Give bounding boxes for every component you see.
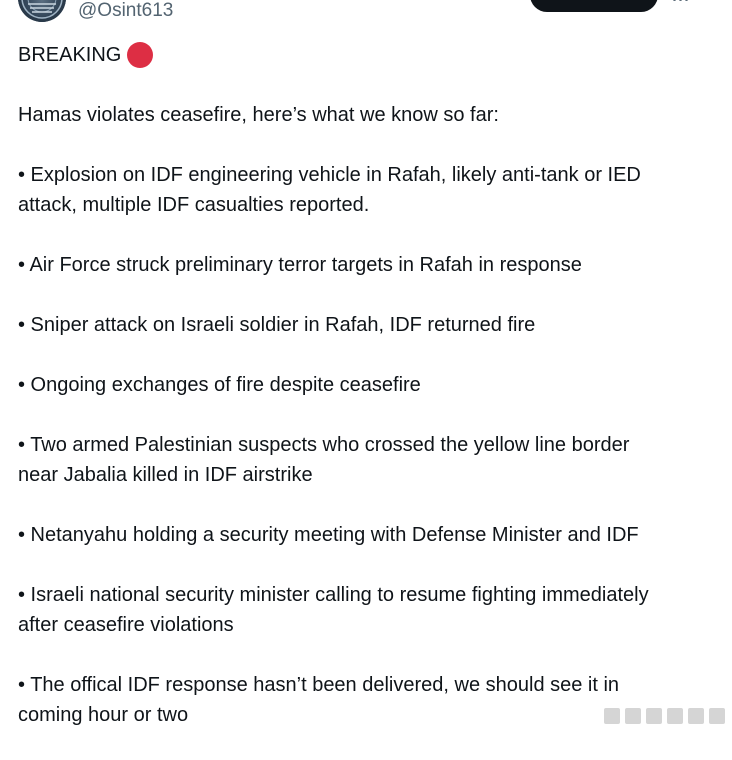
bullet-item — [18, 250, 724, 280]
watermark — [604, 708, 728, 726]
intro-text: Hamas violates ceasefire, here’s what we know so far: — [18, 104, 499, 126]
intro-line — [18, 100, 724, 130]
bullet-line: • Israeli national security minister calling to resume fighting immediately — [18, 584, 649, 606]
red-circle-icon — [127, 42, 153, 68]
bullet-line: near Jabalia killed in IDF airstrike — [18, 464, 313, 486]
breaking-label: BREAKING — [18, 44, 122, 66]
more-dots-icon[interactable] — [672, 0, 690, 4]
bullet-item — [18, 430, 724, 490]
tweet-text — [18, 40, 724, 760]
bullet-line: • The offical IDF response hasn’t been delivered, we should see it in — [18, 674, 620, 696]
bullet-item — [18, 310, 724, 340]
bullet-line: • Two armed Palestinian suspects who crossed the yellow line border — [18, 434, 630, 456]
bullet-line: • Sniper attack on Israeli soldier in Rafah, IDF returned fire — [18, 314, 536, 336]
seal-avatar-icon — [18, 0, 66, 22]
bullet-line: after ceasefire violations — [18, 614, 234, 636]
avatar[interactable] — [18, 0, 66, 22]
follow-button[interactable] — [530, 0, 658, 12]
bullet-line: attack, multiple IDF casualties reported. — [18, 194, 370, 216]
bullet-item — [18, 370, 724, 400]
bullet-line: • Ongoing exchanges of fire despite ceasefire — [18, 374, 421, 396]
bullet-line: • Explosion on IDF engineering vehicle in Rafah, likely anti-tank or IED — [18, 164, 641, 186]
bullet-item — [18, 580, 724, 640]
bullet-line: • Air Force struck preliminary terror targets in Rafah in response — [18, 254, 582, 276]
breaking-line — [18, 40, 724, 70]
bullet-line: • Netanyahu holding a security meeting with Defense Minister and IDF — [18, 524, 639, 546]
author-handle[interactable]: @Osint613 — [78, 0, 174, 21]
bullet-item — [18, 160, 724, 220]
bullet-line: coming hour or two — [18, 704, 189, 726]
bullet-item — [18, 520, 724, 550]
